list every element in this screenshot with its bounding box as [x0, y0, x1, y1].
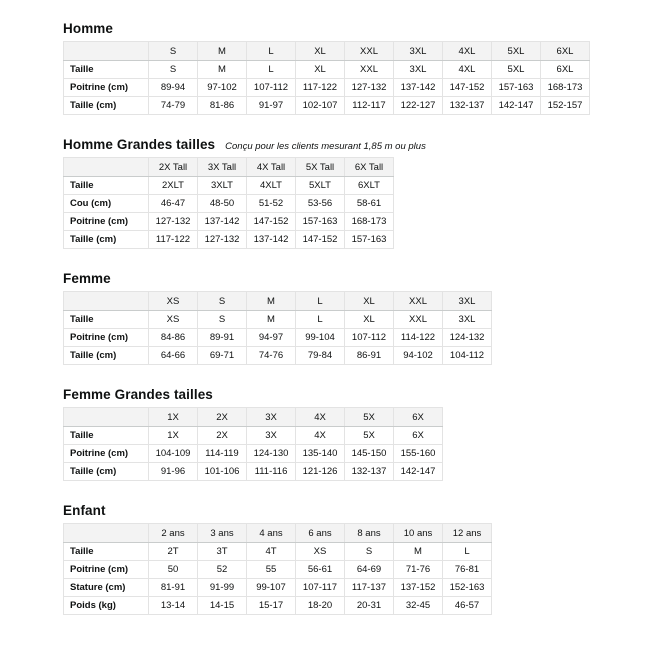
table-row — [64, 195, 394, 213]
value-cell: 132-137 — [443, 97, 492, 115]
column-header: 8 ans — [345, 524, 394, 543]
row-label: Poitrine (cm) — [64, 329, 149, 347]
table-row — [64, 177, 394, 195]
value-cell: S — [198, 311, 247, 329]
value-cell: 74-76 — [247, 347, 296, 365]
value-cell: 81-86 — [198, 97, 247, 115]
column-header: 6 ans — [296, 524, 345, 543]
corner-cell — [64, 408, 149, 427]
column-header: XL — [296, 42, 345, 61]
value-cell: 152-157 — [541, 97, 590, 115]
column-header: 4X Tall — [247, 158, 296, 177]
corner-cell — [64, 158, 149, 177]
value-cell: 91-96 — [149, 463, 198, 481]
value-cell: 3XL — [443, 311, 492, 329]
value-cell: 89-94 — [149, 79, 198, 97]
value-cell: 15-17 — [247, 597, 296, 615]
value-cell: 168-173 — [345, 213, 394, 231]
value-cell: 13-14 — [149, 597, 198, 615]
column-header: L — [296, 292, 345, 311]
value-cell: 4T — [247, 543, 296, 561]
column-header: 3X Tall — [198, 158, 247, 177]
value-cell: 3XLT — [198, 177, 247, 195]
value-cell: 117-122 — [296, 79, 345, 97]
value-cell: L — [443, 543, 492, 561]
size-table-section — [63, 387, 650, 481]
value-cell: 48-50 — [198, 195, 247, 213]
value-cell: 94-97 — [247, 329, 296, 347]
value-cell: S — [345, 543, 394, 561]
value-cell: XL — [296, 61, 345, 79]
value-cell: 52 — [198, 561, 247, 579]
value-cell: XL — [345, 311, 394, 329]
value-cell: 20-31 — [345, 597, 394, 615]
column-header: XS — [149, 292, 198, 311]
value-cell: 5XLT — [296, 177, 345, 195]
column-header: XXL — [394, 292, 443, 311]
value-cell: 32-45 — [394, 597, 443, 615]
size-table — [63, 291, 492, 365]
section-title-row — [63, 271, 650, 287]
value-cell: 127-132 — [198, 231, 247, 249]
value-cell: 1X — [149, 427, 198, 445]
column-header: 6X — [394, 408, 443, 427]
value-cell: 74-79 — [149, 97, 198, 115]
column-header: 3 ans — [198, 524, 247, 543]
value-cell: 102-107 — [296, 97, 345, 115]
value-cell: 157-163 — [296, 213, 345, 231]
header-row — [64, 524, 492, 543]
table-row — [64, 427, 443, 445]
section-title-row — [63, 503, 650, 519]
row-label: Taille (cm) — [64, 347, 149, 365]
column-header: M — [247, 292, 296, 311]
value-cell: 101-106 — [198, 463, 247, 481]
size-table — [63, 157, 394, 249]
column-header: 3XL — [394, 42, 443, 61]
value-cell: 127-132 — [345, 79, 394, 97]
row-label: Poids (kg) — [64, 597, 149, 615]
value-cell: 147-152 — [443, 79, 492, 97]
column-header: 3X — [247, 408, 296, 427]
column-header: 6XL — [541, 42, 590, 61]
value-cell: 51-52 — [247, 195, 296, 213]
table-row — [64, 213, 394, 231]
value-cell: 157-163 — [345, 231, 394, 249]
table-row — [64, 347, 492, 365]
column-header: 5X Tall — [296, 158, 345, 177]
value-cell: 145-150 — [345, 445, 394, 463]
value-cell: 2T — [149, 543, 198, 561]
value-cell: 122-127 — [394, 97, 443, 115]
column-header: 4X — [296, 408, 345, 427]
value-cell: 46-47 — [149, 195, 198, 213]
section-title: Femme Grandes tailles — [63, 387, 213, 402]
corner-cell — [64, 524, 149, 543]
value-cell: 79-84 — [296, 347, 345, 365]
value-cell: 94-102 — [394, 347, 443, 365]
value-cell: 58-61 — [345, 195, 394, 213]
value-cell: 50 — [149, 561, 198, 579]
value-cell: 3X — [247, 427, 296, 445]
section-subtitle: Conçu pour les clients mesurant 1,85 m ou plus — [225, 141, 426, 152]
value-cell: 18-20 — [296, 597, 345, 615]
value-cell: 121-126 — [296, 463, 345, 481]
table-row — [64, 543, 492, 561]
value-cell: 155-160 — [394, 445, 443, 463]
column-header: 2 ans — [149, 524, 198, 543]
column-header: M — [198, 42, 247, 61]
size-table-section — [63, 137, 650, 249]
row-label: Cou (cm) — [64, 195, 149, 213]
section-title-row — [63, 21, 650, 37]
table-row — [64, 561, 492, 579]
value-cell: 124-132 — [443, 329, 492, 347]
value-cell: XXL — [394, 311, 443, 329]
value-cell: 4X — [296, 427, 345, 445]
value-cell: 107-117 — [296, 579, 345, 597]
value-cell: 2X — [198, 427, 247, 445]
header-row — [64, 158, 394, 177]
value-cell: 6XL — [541, 61, 590, 79]
value-cell: 168-173 — [541, 79, 590, 97]
value-cell: 81-91 — [149, 579, 198, 597]
table-row — [64, 311, 492, 329]
value-cell: 117-122 — [149, 231, 198, 249]
table-row — [64, 97, 590, 115]
value-cell: 14-15 — [198, 597, 247, 615]
table-row — [64, 329, 492, 347]
value-cell: 104-112 — [443, 347, 492, 365]
row-label: Stature (cm) — [64, 579, 149, 597]
column-header: XL — [345, 292, 394, 311]
size-table-section — [63, 271, 650, 365]
column-header: 4 ans — [247, 524, 296, 543]
value-cell: 86-91 — [345, 347, 394, 365]
row-label: Poitrine (cm) — [64, 79, 149, 97]
value-cell: 3XL — [394, 61, 443, 79]
column-header: 5X — [345, 408, 394, 427]
value-cell: 114-119 — [198, 445, 247, 463]
row-label: Taille (cm) — [64, 97, 149, 115]
column-header: 10 ans — [394, 524, 443, 543]
column-header: 5XL — [492, 42, 541, 61]
value-cell: 114-122 — [394, 329, 443, 347]
value-cell: 147-152 — [296, 231, 345, 249]
value-cell: 91-97 — [247, 97, 296, 115]
row-label: Taille — [64, 543, 149, 561]
value-cell: 56-61 — [296, 561, 345, 579]
value-cell: 4XLT — [247, 177, 296, 195]
section-title: Homme Grandes tailles — [63, 137, 216, 152]
value-cell: 53-56 — [296, 195, 345, 213]
value-cell: 3T — [198, 543, 247, 561]
value-cell: 107-112 — [345, 329, 394, 347]
value-cell: 147-152 — [247, 213, 296, 231]
column-header: S — [149, 42, 198, 61]
row-label: Poitrine (cm) — [64, 445, 149, 463]
value-cell: XS — [149, 311, 198, 329]
size-table-section — [63, 21, 650, 115]
header-row — [64, 408, 443, 427]
column-header: L — [247, 42, 296, 61]
value-cell: 2XLT — [149, 177, 198, 195]
value-cell: 5XL — [492, 61, 541, 79]
header-row — [64, 42, 590, 61]
value-cell: S — [149, 61, 198, 79]
table-row — [64, 79, 590, 97]
value-cell: 111-116 — [247, 463, 296, 481]
value-cell: 152-163 — [443, 579, 492, 597]
value-cell: 127-132 — [149, 213, 198, 231]
value-cell: 69-71 — [198, 347, 247, 365]
value-cell: 137-152 — [394, 579, 443, 597]
value-cell: 55 — [247, 561, 296, 579]
size-table — [63, 523, 492, 615]
table-row — [64, 597, 492, 615]
column-header: 6X Tall — [345, 158, 394, 177]
value-cell: L — [247, 61, 296, 79]
value-cell: 137-142 — [247, 231, 296, 249]
value-cell: 89-91 — [198, 329, 247, 347]
row-label: Taille (cm) — [64, 463, 149, 481]
value-cell: 4XL — [443, 61, 492, 79]
value-cell: 76-81 — [443, 561, 492, 579]
value-cell: L — [296, 311, 345, 329]
table-row — [64, 231, 394, 249]
value-cell: 64-69 — [345, 561, 394, 579]
value-cell: M — [198, 61, 247, 79]
row-label: Poitrine (cm) — [64, 561, 149, 579]
value-cell: 84-86 — [149, 329, 198, 347]
corner-cell — [64, 292, 149, 311]
column-header: 4XL — [443, 42, 492, 61]
value-cell: 137-142 — [198, 213, 247, 231]
value-cell: 5X — [345, 427, 394, 445]
column-header: 12 ans — [443, 524, 492, 543]
column-header: S — [198, 292, 247, 311]
section-title: Homme — [63, 21, 114, 36]
value-cell: 107-112 — [247, 79, 296, 97]
value-cell: M — [394, 543, 443, 561]
value-cell: 99-107 — [247, 579, 296, 597]
section-title-row — [63, 387, 650, 403]
section-title: Enfant — [63, 503, 106, 518]
value-cell: 137-142 — [394, 79, 443, 97]
value-cell: 46-57 — [443, 597, 492, 615]
size-table-section — [63, 503, 650, 615]
value-cell: XS — [296, 543, 345, 561]
column-header: XXL — [345, 42, 394, 61]
column-header: 2X Tall — [149, 158, 198, 177]
value-cell: 99-104 — [296, 329, 345, 347]
row-label: Taille — [64, 311, 149, 329]
value-cell: 132-137 — [345, 463, 394, 481]
table-row — [64, 61, 590, 79]
value-cell: XXL — [345, 61, 394, 79]
row-label: Poitrine (cm) — [64, 213, 149, 231]
section-title: Femme — [63, 271, 111, 286]
value-cell: 117-137 — [345, 579, 394, 597]
corner-cell — [64, 42, 149, 61]
value-cell: 104-109 — [149, 445, 198, 463]
column-header: 1X — [149, 408, 198, 427]
value-cell: 91-99 — [198, 579, 247, 597]
value-cell: 135-140 — [296, 445, 345, 463]
column-header: 2X — [198, 408, 247, 427]
value-cell: 6XLT — [345, 177, 394, 195]
value-cell: 142-147 — [492, 97, 541, 115]
table-row — [64, 463, 443, 481]
value-cell: 142-147 — [394, 463, 443, 481]
row-label: Taille — [64, 427, 149, 445]
size-table — [63, 41, 590, 115]
value-cell: 112-117 — [345, 97, 394, 115]
header-row — [64, 292, 492, 311]
row-label: Taille (cm) — [64, 231, 149, 249]
row-label: Taille — [64, 177, 149, 195]
table-row — [64, 579, 492, 597]
value-cell: 6X — [394, 427, 443, 445]
value-cell: M — [247, 311, 296, 329]
table-row — [64, 445, 443, 463]
size-table — [63, 407, 443, 481]
value-cell: 124-130 — [247, 445, 296, 463]
value-cell: 64-66 — [149, 347, 198, 365]
column-header: 3XL — [443, 292, 492, 311]
value-cell: 157-163 — [492, 79, 541, 97]
section-title-row — [63, 137, 650, 153]
value-cell: 97-102 — [198, 79, 247, 97]
value-cell: 71-76 — [394, 561, 443, 579]
row-label: Taille — [64, 61, 149, 79]
